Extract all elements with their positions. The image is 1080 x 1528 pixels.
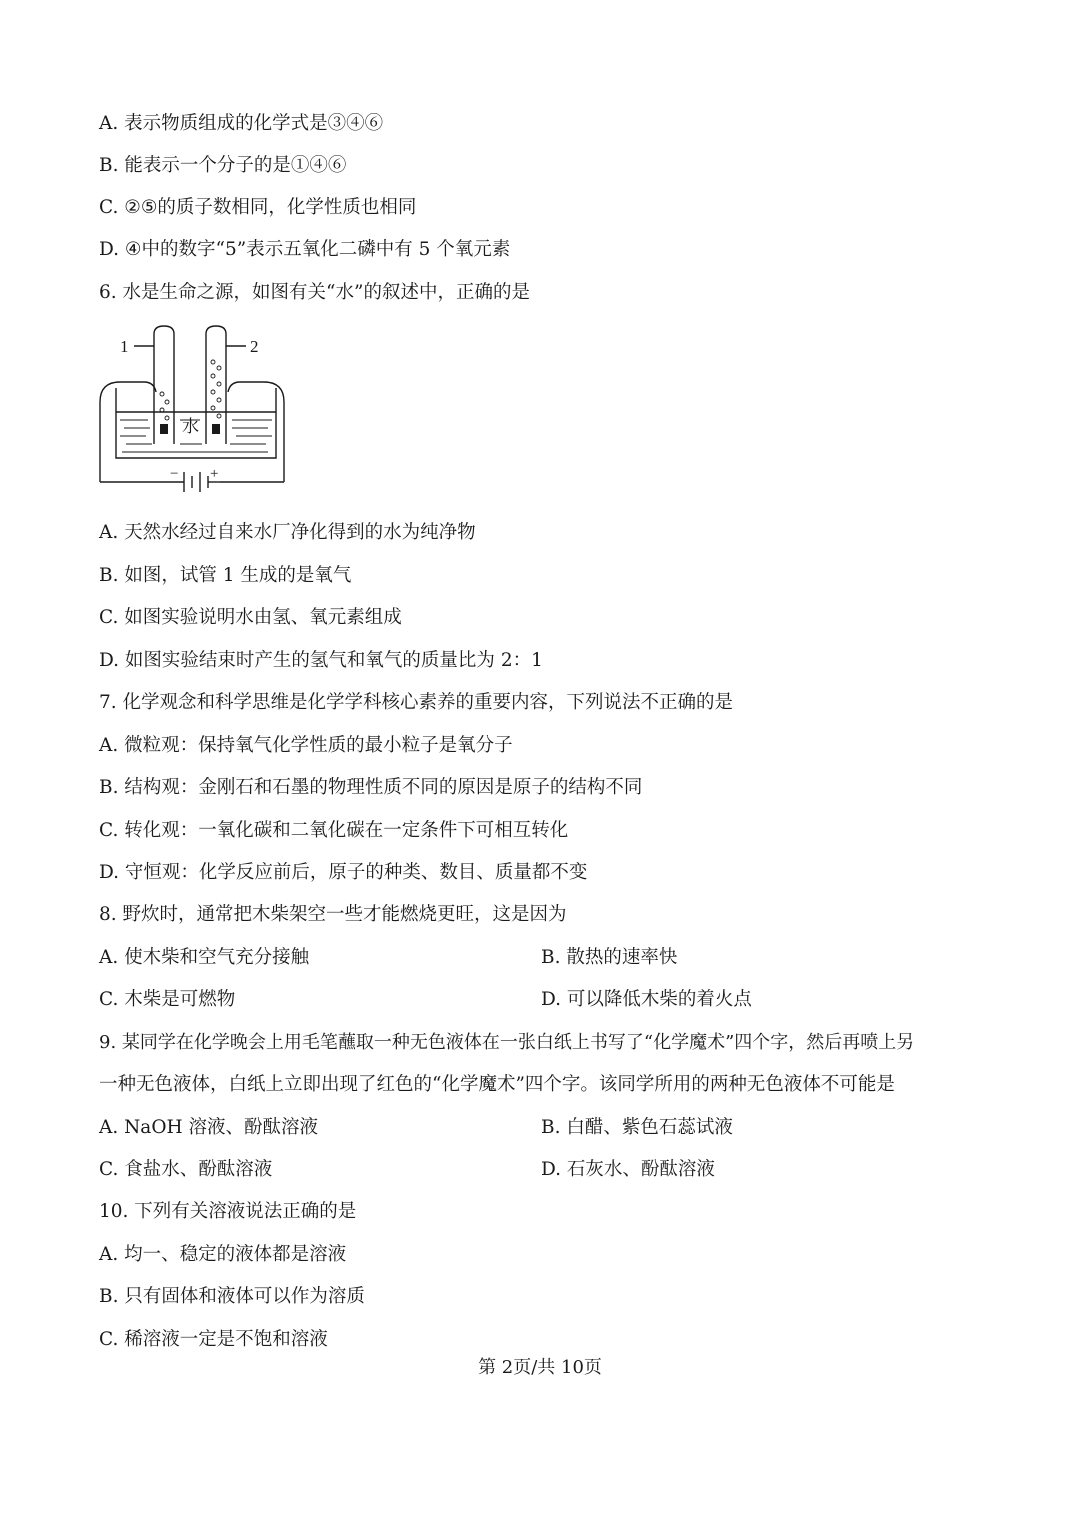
q10-option-c: C. 稀溶液一定是不饱和溶液 bbox=[99, 1329, 328, 1350]
q7-option-a: A. 微粒观：保持氧气化学性质的最小粒子是氧分子 bbox=[99, 735, 513, 756]
q8-option-b: B. 散热的速率快 bbox=[541, 947, 678, 968]
q5-option-a: A. 表示物质组成的化学式是③④⑥ bbox=[99, 113, 384, 134]
q10-stem: 10. 下列有关溶液说法正确的是 bbox=[99, 1201, 357, 1222]
q10-option-b: B. 只有固体和液体可以作为溶质 bbox=[99, 1286, 365, 1307]
q7-option-b: B. 结构观：金刚石和石墨的物理性质不同的原因是原子的结构不同 bbox=[99, 777, 643, 798]
negative-terminal-label: − bbox=[170, 466, 179, 482]
q9-option-d: D. 石灰水、酚酞溶液 bbox=[541, 1159, 715, 1180]
q7-stem: 7. 化学观念和科学思维是化学学科核心素养的重要内容，下列说法不正确的是 bbox=[99, 692, 734, 713]
positive-terminal-label: + bbox=[210, 466, 219, 482]
page-number-footer: 第 2页/共 10页 bbox=[478, 1357, 602, 1378]
q6-option-a: A. 天然水经过自来水厂净化得到的水为纯净物 bbox=[99, 522, 476, 543]
q6-stem: 6. 水是生命之源，如图有关“水”的叙述中，正确的是 bbox=[99, 282, 530, 303]
q8-option-a: A. 使木柴和空气充分接触 bbox=[99, 947, 310, 968]
q5-option-b: B. 能表示一个分子的是①④⑥ bbox=[99, 155, 347, 176]
electrolysis-apparatus-figure bbox=[96, 322, 296, 504]
tube-2-label: 2 bbox=[250, 337, 259, 356]
tube-1-label: 1 bbox=[120, 337, 129, 356]
q9-option-c: C. 食盐水、酚酞溶液 bbox=[99, 1159, 273, 1180]
q8-option-c: C. 木柴是可燃物 bbox=[99, 989, 236, 1010]
q8-stem: 8. 野炊时，通常把木柴架空一些才能燃烧更旺，这是因为 bbox=[99, 904, 567, 925]
q9-stem-line-2: 一种无色液体，白纸上立即出现了红色的“化学魔术”四个字。该同学所用的两种无色液体不可能是 bbox=[99, 1074, 895, 1095]
q9-option-a: A. NaOH 溶液、酚酞溶液 bbox=[99, 1117, 319, 1138]
q5-option-d: D. ④中的数字“5”表示五氧化二磷中有 5 个氧元素 bbox=[99, 239, 511, 260]
water-label: 水 bbox=[182, 417, 199, 437]
q9-stem-line-1: 9. 某同学在化学晚会上用毛笔蘸取一种无色液体在一张白纸上书写了“化学魔术”四个字，然后再喷上另 bbox=[99, 1032, 915, 1053]
q6-option-d: D. 如图实验结束时产生的氢气和氧气的质量比为 2：1 bbox=[99, 650, 543, 671]
q6-option-b: B. 如图，试管 1 生成的是氧气 bbox=[99, 565, 352, 586]
q10-option-a: A. 均一、稳定的液体都是溶液 bbox=[99, 1244, 347, 1265]
q7-option-d: D. 守恒观：化学反应前后，原子的种类、数目、质量都不变 bbox=[99, 862, 588, 883]
q7-option-c: C. 转化观：一氧化碳和二氧化碳在一定条件下可相互转化 bbox=[99, 820, 569, 841]
q8-option-d: D. 可以降低木柴的着火点 bbox=[541, 989, 752, 1010]
q9-option-b: B. 白醋、紫色石蕊试液 bbox=[541, 1117, 733, 1138]
q6-option-c: C. 如图实验说明水由氢、氧元素组成 bbox=[99, 607, 402, 628]
q5-option-c: C. ②⑤的质子数相同，化学性质也相同 bbox=[99, 197, 417, 218]
